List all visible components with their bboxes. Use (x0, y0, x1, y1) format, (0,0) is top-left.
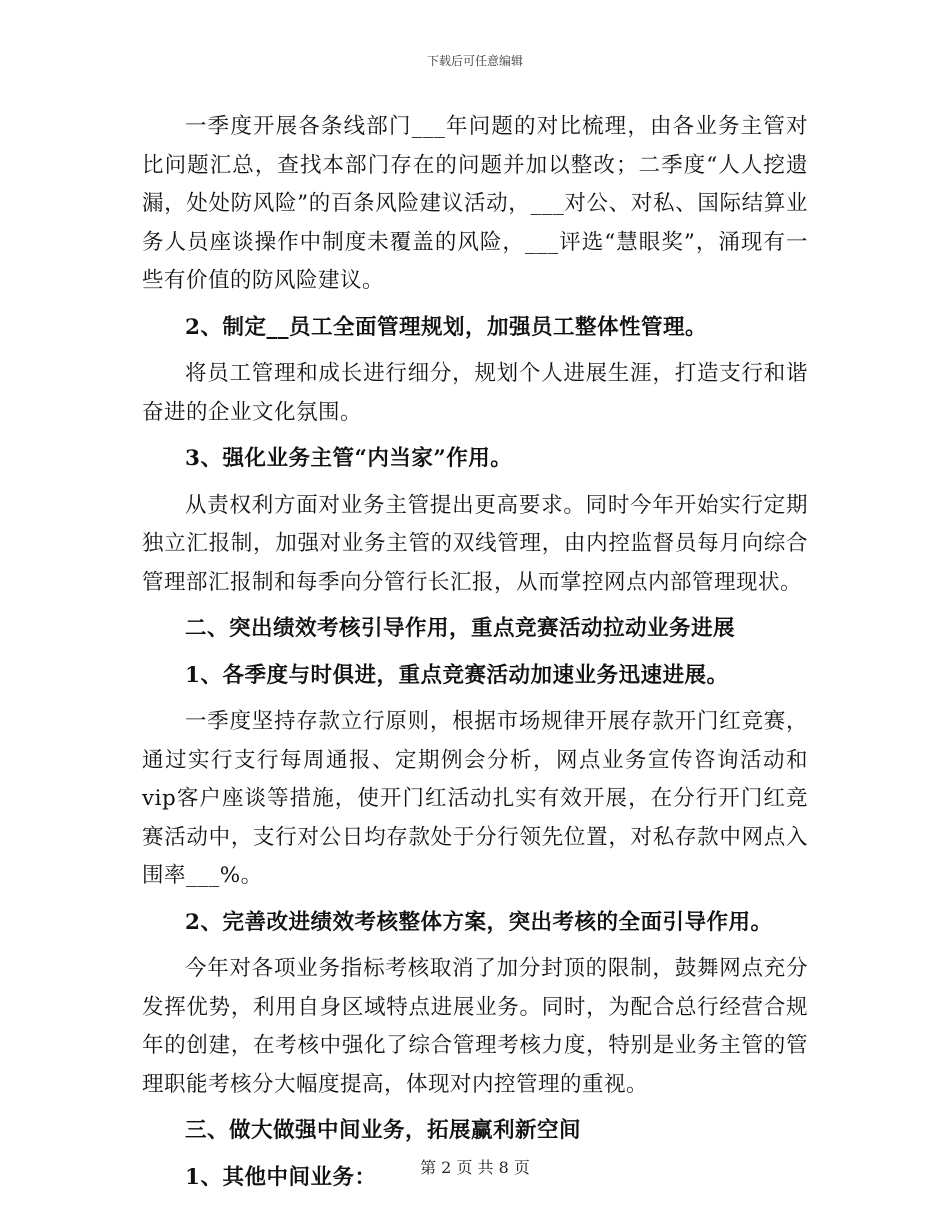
document-body (142, 108, 808, 1205)
heading-quarterly-competition: 1、各季度与时俱进，重点竞赛活动加速业务迅速进展。 (185, 662, 729, 688)
paragraph-staff-plan: 将员工管理和成长进行细分，规划个人进展生涯，打造支行和谐奋进的企业文化氛围。 (142, 361, 808, 425)
page-number: 第 2 页 共 8 页 (420, 1158, 530, 1177)
section-heading-performance: 二、突出绩效考核引导作用，重点竞赛活动拉动业务进展 (185, 616, 736, 641)
heading-supervisor-role: 3、强化业务主管“内当家”作用。 (185, 446, 513, 471)
paragraph-q1-review: 一季度开展各条线部门___年问题的对比梳理，由各业务主管对比问题汇总，查找本部门存在的问题并加以整改；二季度“人人挖遗漏，处处防风险”的百条风险建议活动，___对公、对私、国际结算业务人员座谈操作中制度未覆盖的风险，___评选“慧眼奖”，涌现有一些有价值的防风险建议。 (142, 114, 808, 293)
section-heading-intermediate-business: 三、做大做强中间业务，拓展赢利新空间 (185, 1118, 582, 1143)
heading-assessment-plan: 2、完善改进绩效考核整体方案，突出考核的全面引导作用。 (185, 909, 773, 935)
heading-staff-plan: 2、制定__员工全面管理规划，加强员工整体性管理。 (185, 314, 707, 340)
heading-other-intermediate-business: 1、其他中间业务： (185, 1164, 377, 1190)
paragraph-quarterly-competition: 一季度坚持存款立行原则，根据市场规律开展存款开门红竞赛，通过实行支行每周通报、定期例会分析，网点业务宣传咨询活动和vip客户座谈等措施，使开门红活动扎实有效开展，在分行开门红竞赛活动中，支行对公日均存款处于分行领先位置，对私存款中网点入围率___%。 (142, 709, 808, 888)
paragraph-supervisor-role: 从责权利方面对业务主管提出更高要求。同时今年开始实行定期独立汇报制，加强对业务主管的双线管理，由内控监督员每月向综合管理部汇报制和每季向分管行长汇报，从而掌控网点内部管理现状。 (142, 492, 808, 595)
paragraph-assessment-plan: 今年对各项业务指标考核取消了加分封顶的限制，鼓舞网点充分发挥优势，利用自身区域特点进展业务。同时，为配合总行经营合规年的创建，在考核中强化了综合管理考核力度，特别是业务主管的管理职能考核分大幅度提高，体现对内控管理的重视。 (142, 956, 808, 1097)
page-header: 下载后可任意编辑 (426, 54, 523, 68)
